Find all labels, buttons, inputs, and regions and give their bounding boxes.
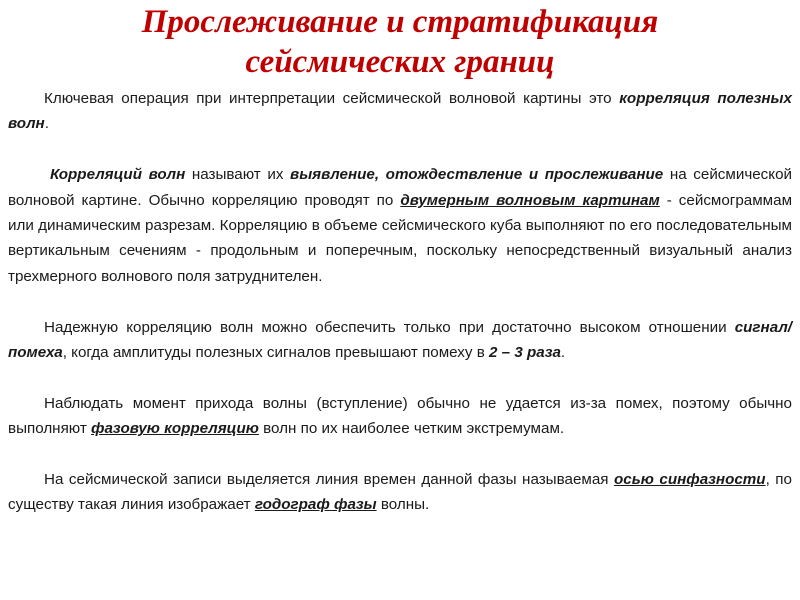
text-run: волны. bbox=[376, 496, 430, 514]
slide-body bbox=[8, 86, 792, 518]
emphasis-term: выявление, отождествление и прослеживание bbox=[290, 166, 664, 184]
text-run: На сейсмической записи выделяется линия времен данной фазы называемая bbox=[44, 471, 614, 489]
slide-title-line-1: Прослеживание и стратификация bbox=[141, 4, 659, 40]
emphasis-term: сигнал/помеха bbox=[8, 318, 792, 362]
underlined-term: двумерным волновым картинам bbox=[400, 191, 660, 209]
text-run: , когда амплитуды полезных сигналов превышают помеху в bbox=[62, 344, 489, 362]
paragraph-4 bbox=[8, 391, 792, 442]
text-run: на сейсмической волновой картине. Обычно корреляцию проводят по bbox=[8, 166, 793, 209]
text-run: волн по их наиболее четким экстремумам. bbox=[258, 420, 565, 438]
paragraph-1 bbox=[8, 86, 792, 137]
underlined-term: фазовую корреляцию bbox=[91, 420, 259, 438]
text-run: . bbox=[44, 115, 49, 133]
text-run: - сейсмограммам или динамическим разрезам. Корреляцию в объеме сейсмического куба выполняют по его последовательным вертикальным сечениям - продольным и поперечным, поскольку непосредственный визуальный анализ трехмерного волнового поля затруднителен. bbox=[8, 191, 793, 285]
slide-title bbox=[0, 2, 800, 82]
text-run: . bbox=[560, 344, 566, 362]
text-run: Надежную корреляцию волн можно обеспечить только при достаточно высоком отношении bbox=[44, 318, 735, 336]
emphasis-term: корреляция полезных волн bbox=[8, 90, 792, 133]
text-run: , по существу такая линия изображает bbox=[8, 471, 792, 514]
slide-title-line-2: сейсмических границ bbox=[245, 44, 555, 80]
paragraph-2 bbox=[8, 162, 792, 289]
emphasis-term: Корреляций волн bbox=[50, 166, 186, 184]
underlined-term: осью синфазности bbox=[614, 471, 766, 489]
emphasis-term: 2 – 3 раза bbox=[488, 344, 561, 362]
text-run: называют их bbox=[185, 166, 291, 184]
text-run: Наблюдать момент прихода волны (вступление) обычно не удается из-за помех, поэтому обычно выполняют bbox=[8, 394, 792, 438]
paragraph-5 bbox=[8, 467, 792, 518]
text-run: Ключевая операция при интерпретации сейсмической волновой картины это bbox=[44, 90, 620, 107]
underlined-term: годограф фазы bbox=[254, 496, 377, 514]
paragraph-3 bbox=[8, 315, 792, 366]
